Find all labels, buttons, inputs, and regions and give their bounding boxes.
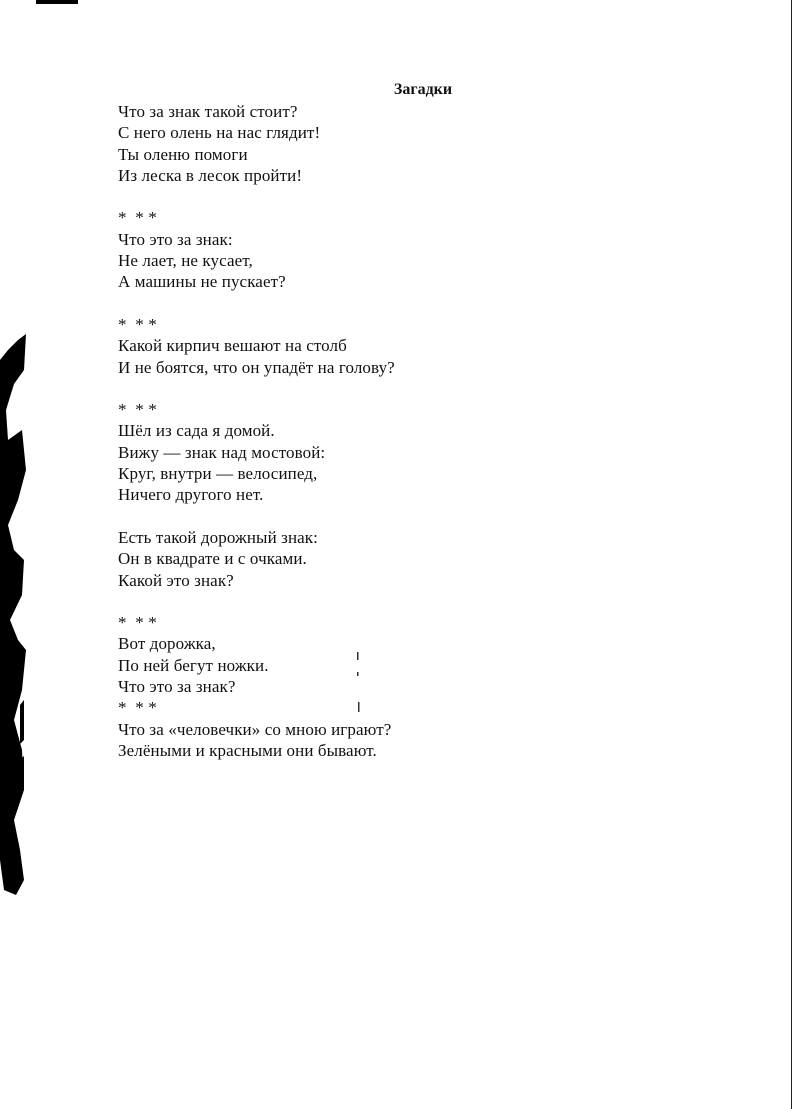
riddle-separator: * * * [118, 698, 157, 718]
riddle-line: Круг, внутри — велосипед, [118, 464, 318, 484]
riddle-line: Что это за знак: [118, 229, 233, 249]
riddle-line: Вижу — знак над мостовой: [118, 442, 326, 462]
riddle-line: С него олень на нас глядит! [118, 123, 321, 143]
riddle-line: Что за «человечки» со мною играют? [118, 719, 392, 739]
riddle-7 [118, 697, 395, 761]
riddle-line: Какой это знак? [118, 570, 234, 590]
riddle-line: А машины не пускает? [118, 272, 286, 292]
riddle-line: Вот дорожка, [118, 634, 216, 654]
blank-line [118, 591, 395, 612]
riddle-line: По ней бегут ножки. [118, 655, 269, 675]
riddle-separator: * * * [118, 314, 157, 334]
riddle-line: Какой кирпич вешают на столб [118, 336, 347, 356]
document-title: Загадки [393, 81, 453, 98]
riddle-2 [118, 207, 395, 292]
riddles-text [118, 101, 395, 761]
riddle-line: Шёл из сада я домой. [118, 421, 275, 441]
riddle-line: Не лает, не кусает, [118, 251, 253, 271]
scan-artifact-left-shadow [0, 320, 40, 900]
scan-artifact-top [36, 0, 78, 4]
riddle-1 [118, 101, 395, 186]
blank-line [118, 293, 395, 314]
riddle-separator: * * * [118, 400, 157, 420]
riddle-4 [118, 399, 395, 505]
riddle-line: Что за знак такой стоит? [118, 102, 298, 121]
riddle-line: Есть такой дорожный знак: [118, 527, 318, 547]
riddle-3 [118, 314, 395, 378]
riddle-line: Из леска в лесок пройти! [118, 165, 303, 185]
blank-line [118, 378, 395, 399]
riddle-line: Что это за знак? [118, 677, 236, 697]
riddle-6 [118, 612, 395, 697]
riddle-line: И не боятся, что он упадёт на голову? [118, 357, 395, 377]
riddle-line: Он в квадрате и с очками. [118, 549, 307, 569]
riddle-separator: * * * [118, 613, 157, 633]
blank-line [118, 186, 395, 207]
riddle-line: Зелёными и красными они бывают. [118, 740, 377, 760]
riddle-5 [118, 527, 395, 591]
riddle-line: Ты оленю помоги [118, 144, 248, 164]
riddle-line: Ничего другого нет. [118, 485, 264, 505]
scan-artifact-right-edge [791, 0, 792, 1109]
riddle-separator: * * * [118, 208, 157, 228]
blank-line [118, 506, 395, 527]
